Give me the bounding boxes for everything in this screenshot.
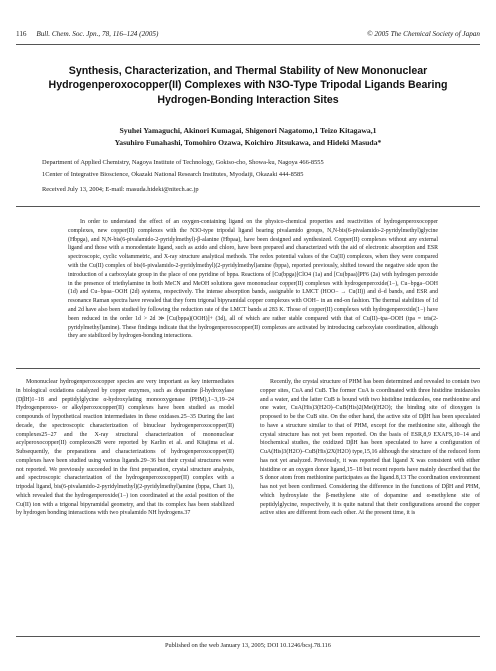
- abstract: In order to understand the effect of an oxygen-containing ligand on the physico-chemical properties and reactivities of hydrogenperoxocopper complexes, new copper(II) complexes with the N3O-type tripodal ligand bearing pivalamido groups, N,N-bis(6-pivalamido-2-pyridylmethyl)glycine (Hbpga), and N,N-bis(6-pivalamido-2-pyridylmethyl)-β-alanine (Hbpaa), have been designed and synthesized. Copper(II) complexes without any external ligand and those with a monodentate ligand, such as azido and chloro, have been prepared and characterized with the aid of electronic absorption and ESR spectroscopic, cyclic voltammetric, and X-ray structure analytical methods. The redox potential values of the Cu(II) complexes, when they were compared with the Cu(II) complex of bis(6-pivalamido-2-pyridylmethyl)(2-pyridylmethyl)amine (bppa), reported previously, shifted toward the negative side upon the introduction of a carboxylate group in the place of one pyridine of bppa. Reactions of [Cu(bpga)]ClO4 (1a) and [Cu(bpaa)]PF6 (2a) with hydrogen peroxide in the presence of triethylamine in both MeCN and MeOH solutions gave mononuclear copper(II) complexes with hydrogenperoxide(1−), Cu−bpga−OOH (1d) and Cu−bpaa−OOH (2d) systems, respectively. The intense absorption bands, assignable to LMCT (HOO− → Cu(II)) and d–d bands, and ESR and resonance Raman spectra have revealed that they form trigonal bipyramidal copper complexes with OOH− in an end-on fashion. The thermal stabilities of 1d and 2d have also been studied by following the reduction rate of the LMCT bands at 283 K. Those of copper(II) complexes with hydrogenperoxide(1−) have been reduced in the order 1d > 2d ≫ [Cu(bppa)(OOH)]+ (3d), all of which are rather stable compared with that of Cu(II)–tpa–OOH (tpa = tris(2-pyridylmethyl)amine). These findings indicate that the hydrogenperoxocopper(II) complexes are activated by introducing carboxylate coordination, although they are stabilized by hydrogen-bonding interactions.: [68, 219, 438, 340]
- header-left: [16, 30, 158, 38]
- author-line: Syuhei Yamaguchi, Akinori Kumagai, Shigenori Nagatomo,1 Teizo Kitagawa,1: [119, 126, 377, 135]
- affiliation-line: 1Center of Integrative Bioscience, Okazaki National Research Institutes, Myodaiji, Okazaki 444-8585: [42, 171, 304, 178]
- copyright-notice: © 2005 The Chemical Society of Japan: [367, 30, 480, 38]
- footer-rule: [16, 636, 480, 637]
- publication-footer: Published on the web January 13, 2005; DOI 10.1246/bcsj.78.116: [165, 642, 331, 649]
- affiliation-line: Department of Applied Chemistry, Nagoya Institute of Technology, Gokiso-cho, Showa-ku, Nagoya 466-8555: [42, 159, 324, 166]
- affiliations: [42, 157, 466, 181]
- author-line: Yasuhiro Funahashi, Tomohiro Ozawa, Koichiro Jitsukawa, and Hideki Masuda*: [114, 137, 382, 147]
- body-column-left: Mononuclear hydrogenperoxocopper species are very important as key intermediates in biological oxidations catalyzed by copper enzymes, such as dopamine β-hydroxylase (DβH)1−18 and peptidylglycine α-hydroxylating monooxygenase (PHM),1−3,19−24 Hydrogenperoxo- or alkylperoxocopper(II) complexes have been studied as model compounds of hypothetical reaction intermediates in these oxidases.25−35 During the last decade, the spectroscopic characterization of binuclear hydrogenperoxocopper(II) complexes25−27 and the X-ray structural characterization of mononuclear acylperoxocopper(II) complexes28 were reported by Karlin et al. and Kitajima et al. Subsequently, the preparations and characterizations of hydrogenperoxocopper(II) complexes have been studied using various ligands.29−36 but their crystal structures were not reported. We previously succeeded in the first preparation, crystal structure analysis, and spectroscopic characterization of the hydrogenperoxocopper(II) complex with a tripodal ligand, bis(6-pivalamido-2-pyridylmethyl)(2-pyridylmethyl)amine (bppa, Chart 1), which revealed that the hydrogenperoxide(1−) ion coordinated at the axial position of the Cu(II) ion with a trigonal bipyramidal geometry, and that its complex has been stabilized by hydrogen bonding interactions with two pivalamido NH hydrogens.37: [16, 379, 234, 517]
- page-number: 116: [16, 30, 27, 38]
- header-rule: [16, 44, 480, 45]
- received-date: Received July 13, 2004; E-mail: masuda.hideki@nitech.ac.jp: [42, 186, 199, 193]
- abstract-bottom-rule: [16, 368, 480, 369]
- abstract-top-rule: [16, 206, 480, 207]
- body-column-right: Recently, the crystal structure of PHM has been determined and revealed to contain two copper sites, CuA and CuB. The former CuA is coordinated with three histidine imidazoles and a water, and the latter CuB is bound with two histidine imidazoles, one methionine and one water, CuA(His)3(H2O)–CuB(His)2(Met)(H2O); the binding site of dioxygen is proposed to be the CuB site. On the other hand, the active site of DβH has been speculated to have a structure similar to that of PHM, except for the methionine site, although the crystal structure has not yet been reported. On the basis of ESR,8,9 EXAFS,10−14 and biochemical studies, the oxidized DβH has been speculated to have a configuration of CuA(His)3(H2O)–CuB(His)2X(H2O) type,15,16 although the structure of the reduced form has not yet analyzed. Previously, it was reported that ligand X was consistent with either histidine or an oxygen donor ligand,15−18 but recent reports have mainly described that the S donor atom from methionine participates as the ligand.8,13 The coordination environment has not yet been confirmed. Considering the difference in the functions of DβH and PHM, which hydroxylate the β-methylene site of dopamine and α-methylene site of peptidylglycine, respectively, it is quite natural that their configurations around the copper active sites are different from each other. At the present time, it is: [260, 379, 480, 517]
- paper-title: Synthesis, Characterization, and Thermal Stability of New Mononuclear Hydrogenperoxocopper(II) Complexes with N3O-Type Tripodal Ligands Bearing Hydrogen-Bonding Interaction Sites: [48, 65, 448, 106]
- journal-citation: Bull. Chem. Soc. Jpn., 78, 116–124 (2005): [36, 30, 159, 38]
- author-list: [40, 125, 456, 148]
- running-header: [16, 30, 480, 42]
